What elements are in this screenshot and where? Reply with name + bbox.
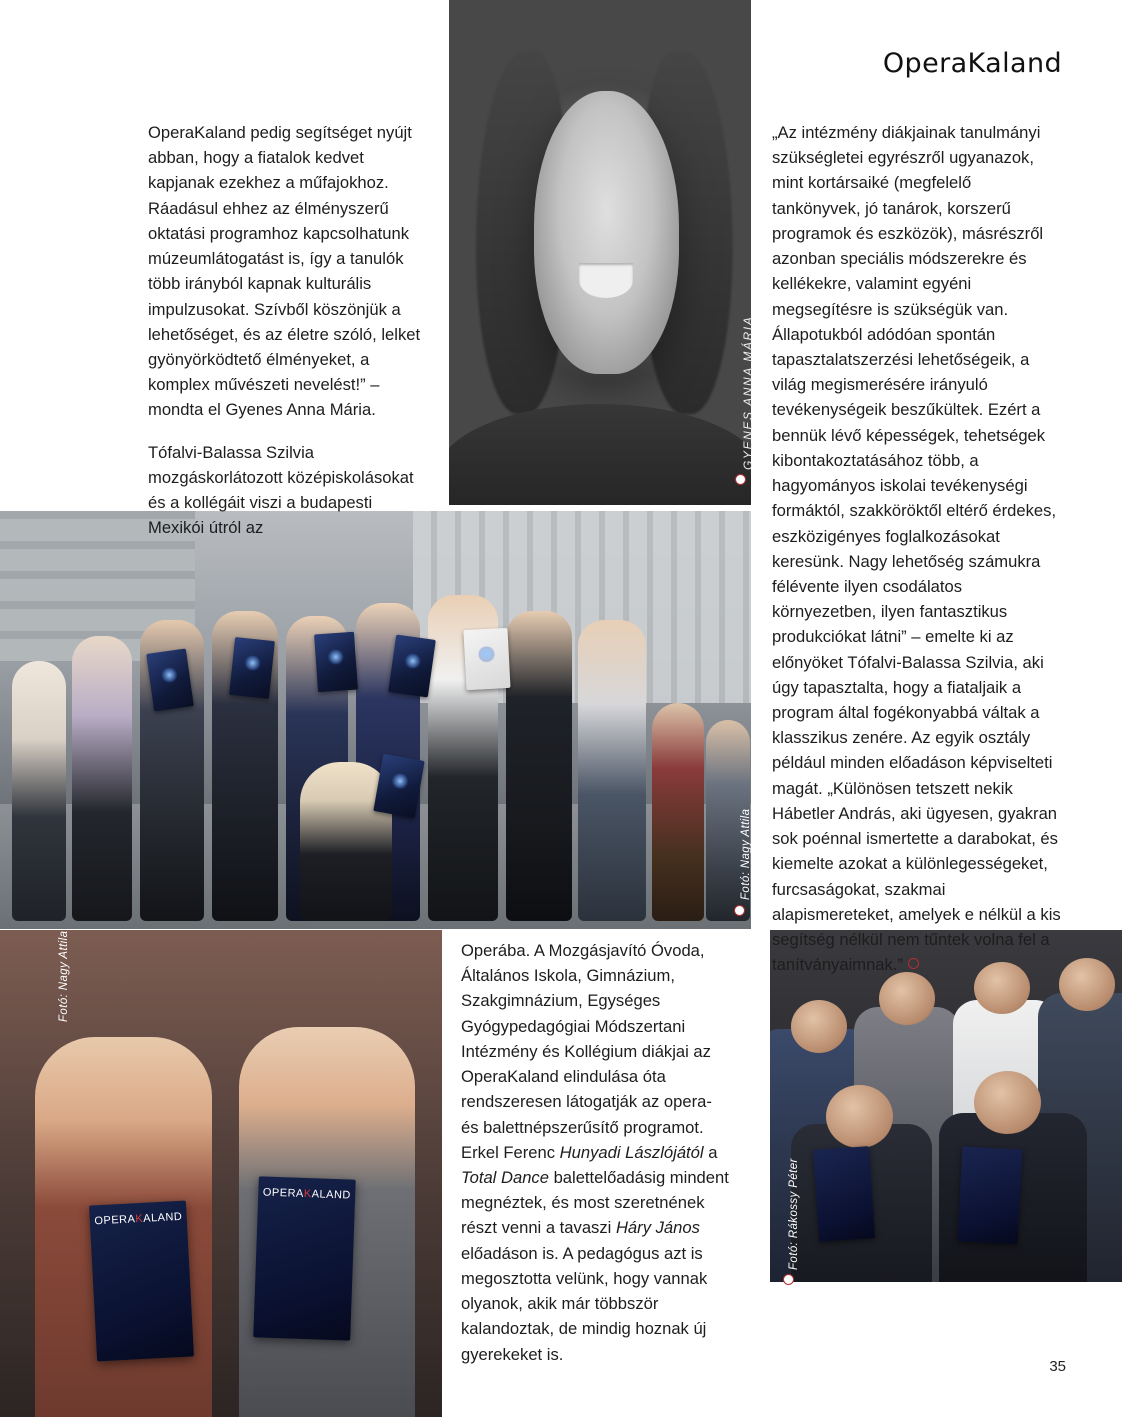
booklet-title-part1: OPERA — [263, 1186, 305, 1201]
program-booklet-right — [254, 1177, 357, 1341]
photo-portrait-gyenes-anna-maria — [449, 0, 751, 505]
photo-audience — [770, 930, 1122, 1282]
paragraph — [772, 120, 1064, 977]
segment-italic-total-dance: Total Dance — [461, 1167, 549, 1187]
paragraph-text: „Az intézmény diákjainak tanulmányi szükségletei egyrészről ugyanazok, mint kortársaiké (megfelelő tankönyvek, jó tanárok, korszerű programok és eszközök), másrészről azonban speciális módszerekre és kellékekre, valamint egyéni megsegítésre is szükségük van. Állapotukból adódóan spontán tapasztalatszerzési lehetőségeik, a világ megismerésére irányuló tevékenységeik beszűkültek. Ezért a bennük lévő képességek, tehetségek kibontakoztatásához több, a hagyományos iskolai tevékenységi formáktól, szakköröktől eltérő érdekes, eszközigényes foglalkozásokat keresünk. Nagy lehetőség számukra félévente ilyen csodálatos környezetben, ilyen fantasztikus produkciókat látni” – emelte ki az előnyöket Tófalvi-Balassa Szilvia, aki úgy tapasztalta, hogy a fiataljaik a program által fogékonyabbá váltak a klasszikus zenére. Az egyik osztály például minden előadáson képviselteti magát. „Különösen tetszett nekik Hábetler András, aki ügyesen, gyakran sok poénnal ismertette a darabokat, és kiemelte azokat a különlegességeket, furcsaságokat, szakmai alapismereteket, amelyek e nélkül a kis segítség nélkül nem tűntek volna fel a tanítványaimnak.” — [772, 123, 1061, 975]
end-mark-icon — [908, 958, 919, 969]
page-number: 35 — [1049, 1358, 1066, 1375]
photo-credit-portrait: GYENES ANNA MÁRIA — [741, 315, 755, 470]
group-person — [12, 661, 66, 920]
segment-text: balettelőadásig mindent megnéztek, és most szeretnének részt venni a tavaszi — [461, 1167, 729, 1238]
photo-student-group — [0, 511, 751, 929]
program-booklet — [146, 648, 194, 711]
program-booklet — [463, 628, 510, 690]
audience-head — [826, 1085, 893, 1148]
booklet-title-part2: K — [134, 1212, 144, 1225]
booklet-title-part1: OPERA — [93, 1212, 136, 1228]
photo-credit-dot-icon — [734, 905, 745, 916]
group-person — [578, 620, 646, 921]
photo-credit-girls: Fotó: Nagy Attila — [58, 930, 70, 1022]
program-booklet — [229, 637, 275, 699]
segment-text: a — [703, 1142, 718, 1162]
group-person — [506, 611, 572, 920]
photo-credit-dot-icon — [735, 474, 746, 485]
program-booklet — [314, 632, 358, 693]
segment-text: Operába. A Mozgásjavító Óvoda, Általános Iskola, Gimnázium, Szakgimnázium, Egységes Gyógypedagógiai Módszertani Intézmény és Kollégium diákjai az OperaKaland elindulása óta rendszeresen látogatják az opera- és balettnépszerűsítő programot. Erkel Ferenc — [461, 941, 712, 1162]
program-booklet — [388, 634, 436, 697]
article-right-column — [772, 120, 1064, 977]
photo-credit-audience: Fotó: Rákossy Péter — [788, 1158, 800, 1270]
audience-head — [1059, 958, 1115, 1011]
article-left-column — [148, 120, 430, 541]
audience-head — [974, 1071, 1041, 1134]
segment-italic-hunyadi: Hunyadi Lászlójától — [559, 1142, 704, 1162]
segment-italic-hary-janos: Háry János — [615, 1218, 700, 1238]
photo-credit-group: Fotó: Nagy Attila — [740, 808, 752, 900]
article-middle-bottom-column — [461, 938, 731, 1367]
page-title: OperaKaland — [882, 48, 1062, 79]
booklet-title-part2: K — [304, 1188, 313, 1201]
paragraph: OperaKaland pedig segítséget nyújt abban, hogy a fiatalok kedvet kapjanak ezekhez a műfajokhoz. Ráadásul ehhez az élményszerű oktatási programhoz kapcsolhatunk múzeumlátogatást is, így a tanulók több irányból kapnak kulturális impulzusokat. Szívből köszönjük a lehetőséget, és az életre szóló, lelket gyönyörködtető élményeket, a komplex művészeti nevelést!” – mondta el Gyenes Anna Mária. — [148, 123, 421, 420]
portrait-smile — [579, 263, 633, 298]
segment-text: előadáson is. A pedagógus azt is megosztotta velünk, hogy vannak olyanok, akik már többször kalandoztak, de mindig hoznak új gyerekeket is. — [461, 1243, 708, 1364]
paragraph — [461, 938, 731, 1367]
group-person — [652, 703, 704, 920]
booklet-title-part3: ALAND — [142, 1210, 183, 1225]
portrait-shoulders — [449, 404, 751, 505]
portrait-face — [534, 91, 679, 374]
program-booklet — [813, 1146, 876, 1241]
program-booklet-left — [89, 1200, 194, 1361]
paragraph: Tófalvi-Balassa Szilvia mozgáskorlátozott középiskolásokat és a kollégáit viszi a budapesti Mexikói útról az — [148, 442, 414, 538]
program-booklet — [958, 1147, 1023, 1245]
photo-credit-dot-icon — [783, 1274, 794, 1285]
group-person — [72, 636, 132, 920]
booklet-title-part3: ALAND — [311, 1188, 352, 1202]
audience-head — [879, 972, 935, 1025]
